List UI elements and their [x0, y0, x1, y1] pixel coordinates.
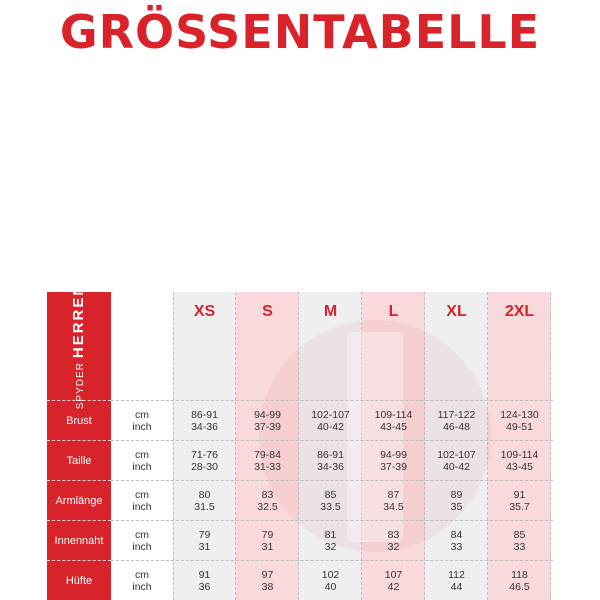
- cell-inch-value: 42: [387, 581, 400, 593]
- cell-cm-value: 83: [261, 489, 274, 501]
- cell-cm-value: 112: [448, 569, 465, 581]
- table-cell: [236, 560, 299, 600]
- cell-inch-value: 28-30: [191, 461, 218, 473]
- cell-inch-value: 31.5: [194, 501, 215, 513]
- size-header: XS: [193, 303, 216, 320]
- cell-inch-value: 35.7: [509, 501, 530, 513]
- unit-cm: cm: [135, 529, 149, 541]
- table-cell: [488, 480, 551, 520]
- unit-inch: inch: [132, 501, 152, 513]
- cell-cm-value: 86-91: [191, 409, 218, 421]
- cell-inch-value: 33: [450, 541, 463, 553]
- cell-inch-value: 32: [387, 541, 400, 553]
- cell-inch-value: 44: [450, 581, 463, 593]
- cell-inch-value: 46-48: [443, 421, 470, 433]
- table-cell: [425, 400, 488, 440]
- cell-inch-value: 32.5: [257, 501, 278, 513]
- cell-inch-value: 40: [324, 581, 337, 593]
- table-cell: [425, 520, 488, 560]
- table-cell: [236, 400, 299, 440]
- table-cell: [173, 480, 236, 520]
- cell-inch-value: 33.5: [320, 501, 341, 513]
- row-label: Hüfte: [47, 560, 111, 600]
- table-cell: [488, 560, 551, 600]
- table-cell: [425, 560, 488, 600]
- cell-cm-value: 109-114: [374, 409, 413, 421]
- row-label: Brust: [47, 400, 111, 440]
- table-cell: [362, 400, 425, 440]
- cell-cm-value: 79-84: [254, 449, 281, 461]
- unit-cm: cm: [135, 409, 149, 421]
- unit-cm: cm: [135, 449, 149, 461]
- table-cell: [299, 480, 362, 520]
- row-label: Armlänge: [47, 480, 111, 520]
- table-cell: [299, 520, 362, 560]
- cell-inch-value: 32: [324, 541, 337, 553]
- cell-cm-value: 91: [198, 569, 211, 581]
- size-header: 2XL: [504, 303, 535, 320]
- cell-cm-value: 94-99: [380, 449, 407, 461]
- row-label: Innennaht: [47, 520, 111, 560]
- table-cell: [488, 520, 551, 560]
- cell-cm-value: 94-99: [254, 409, 281, 421]
- table-cell: [236, 480, 299, 520]
- brand-label: SPYDER: [75, 362, 86, 410]
- cell-cm-value: 85: [513, 529, 526, 541]
- cell-cm-value: 86-91: [317, 449, 344, 461]
- cell-cm-value: 109-114: [500, 449, 539, 461]
- cell-cm-value: 71-76: [191, 449, 218, 461]
- table-header-label: [47, 282, 111, 410]
- cell-cm-value: 83: [387, 529, 400, 541]
- size-table: [47, 282, 553, 600]
- cell-cm-value: 89: [450, 489, 463, 501]
- cell-inch-value: 40-42: [443, 461, 470, 473]
- cell-cm-value: 117-122: [437, 409, 476, 421]
- cell-inch-value: 49-51: [506, 421, 533, 433]
- cell-inch-value: 33: [513, 541, 526, 553]
- table-cell: [173, 560, 236, 600]
- cell-inch-value: 34.5: [383, 501, 404, 513]
- unit-cm: cm: [135, 569, 149, 581]
- unit-label: [111, 560, 173, 600]
- cell-cm-value: 102-107: [311, 409, 350, 421]
- cell-cm-value: 118: [511, 569, 528, 581]
- row-label: Taille: [47, 440, 111, 480]
- cell-cm-value: 79: [198, 529, 211, 541]
- cell-inch-value: 31: [198, 541, 211, 553]
- table-cell: [425, 480, 488, 520]
- cell-inch-value: 31: [261, 541, 274, 553]
- cell-inch-value: 31-33: [254, 461, 281, 473]
- cell-cm-value: 97: [261, 569, 274, 581]
- unit-inch: inch: [132, 421, 152, 433]
- table-cell: [488, 440, 551, 480]
- cell-cm-value: 107: [384, 569, 403, 581]
- size-header: L: [388, 303, 399, 320]
- unit-inch: inch: [132, 541, 152, 553]
- cell-inch-value: 35: [450, 501, 463, 513]
- table-cell: [362, 520, 425, 560]
- table-cell: [236, 440, 299, 480]
- cell-inch-value: 40-42: [317, 421, 344, 433]
- table-cell: [425, 440, 488, 480]
- table-cell: [173, 520, 236, 560]
- table-cell: [299, 560, 362, 600]
- cell-inch-value: 43-45: [380, 421, 407, 433]
- cell-inch-value: 37-39: [254, 421, 281, 433]
- cell-inch-value: 36: [198, 581, 211, 593]
- unit-label: [111, 440, 173, 480]
- size-header: S: [262, 303, 273, 320]
- table-cell: [173, 400, 236, 440]
- cell-cm-value: 85: [324, 489, 337, 501]
- table-cell: [488, 400, 551, 440]
- cell-cm-value: 84: [450, 529, 463, 541]
- unit-label: [111, 520, 173, 560]
- page-title: GRÖSSENTABELLE: [59, 5, 541, 59]
- cell-cm-value: 87: [387, 489, 400, 501]
- cell-inch-value: 43-45: [506, 461, 533, 473]
- size-header: XL: [446, 303, 467, 320]
- cell-cm-value: 80: [198, 489, 211, 501]
- cell-cm-value: 102: [321, 569, 340, 581]
- table-cell: [362, 560, 425, 600]
- table-cell: [236, 520, 299, 560]
- unit-label: [111, 400, 173, 440]
- cell-cm-value: 81: [324, 529, 337, 541]
- unit-inch: inch: [132, 461, 152, 473]
- cell-inch-value: 38: [261, 581, 274, 593]
- size-header: M: [323, 303, 338, 320]
- table-cell: [362, 440, 425, 480]
- category-label: HERREN: [70, 282, 87, 359]
- table-cell: [362, 480, 425, 520]
- table-cell: [299, 440, 362, 480]
- unit-cm: cm: [135, 489, 149, 501]
- table-cell: [299, 400, 362, 440]
- table-cell: [173, 440, 236, 480]
- cell-inch-value: 34-36: [191, 421, 218, 433]
- cell-cm-value: 79: [261, 529, 274, 541]
- cell-cm-value: 102-107: [437, 449, 476, 461]
- unit-label: [111, 480, 173, 520]
- unit-inch: inch: [132, 581, 152, 593]
- cell-inch-value: 37-39: [380, 461, 407, 473]
- cell-inch-value: 46.5: [509, 581, 530, 593]
- cell-cm-value: 91: [513, 489, 526, 501]
- cell-inch-value: 34-36: [317, 461, 344, 473]
- cell-cm-value: 124-130: [500, 409, 539, 421]
